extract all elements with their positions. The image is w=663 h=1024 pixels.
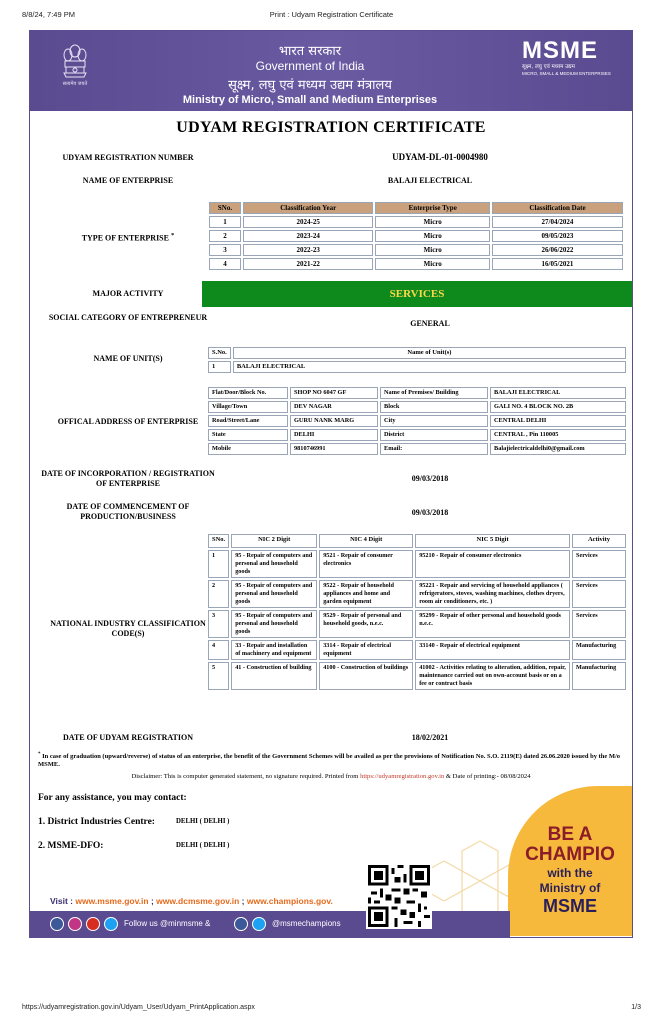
udyam-portal-link[interactable]: https://udyamregistration.gov.in <box>360 773 445 780</box>
champion-badge <box>508 786 632 936</box>
nic-table-cell: 3 <box>208 610 229 638</box>
table-row <box>209 258 623 270</box>
type-table-header: Classification Date <box>492 202 623 214</box>
disclaimer <box>30 773 632 780</box>
type-table-cell: 16/05/2021 <box>492 258 623 270</box>
type-table-cell: 2022-23 <box>243 244 373 256</box>
gov-banner <box>30 31 632 111</box>
twitter-icon-2[interactable] <box>252 917 266 931</box>
champions-site-link[interactable]: www.champions.gov. <box>246 896 333 906</box>
print-url: https://udyamregistration.gov.in/Udyam_User/Udyam_PrintApplication.aspx <box>22 1004 255 1011</box>
nic-table-cell: 9521 - Repair of consumer electronics <box>319 550 413 578</box>
dcmsme-site-link[interactable]: www.dcmsme.gov.in <box>156 896 240 906</box>
print-datetime: 8/8/24, 7:49 PM <box>22 10 75 19</box>
nic-table-header: NIC 5 Digit <box>415 534 570 548</box>
print-date-text: & Date of printing:- 08/08/2024 <box>445 773 531 780</box>
visit-separator-2: ; <box>239 896 247 906</box>
address-field-label: Block <box>380 401 488 413</box>
table-row <box>208 610 626 638</box>
major-activity-value: SERVICES <box>202 281 632 307</box>
table-row <box>208 415 626 427</box>
table-row <box>209 244 623 256</box>
enterprise-type-asterisk: * <box>170 232 175 239</box>
address-field-value: DELHI <box>290 429 378 441</box>
nic-table-cell: 33140 - Repair of electrical equipment <box>415 640 570 660</box>
type-table-cell: Micro <box>375 216 490 228</box>
table-row <box>208 387 626 399</box>
address-field-value: Balajielectricaldelhi0@gmail.com <box>490 443 626 455</box>
youtube-icon[interactable] <box>86 917 100 931</box>
table-row <box>208 443 626 455</box>
address-field-value: CENTRAL DELHI <box>490 415 626 427</box>
nic-table-cell: 33 - Repair and installation of machinery and equipment <box>231 640 317 660</box>
address-field-label: District <box>380 429 488 441</box>
unit-name-label: NAME OF UNIT(S) <box>93 354 163 363</box>
table-row <box>208 401 626 413</box>
nic-table-cell: 9529 - Repair of personal and household goods, n.e.c. <box>319 610 413 638</box>
nic-table-cell: 5 <box>208 662 229 690</box>
reg-no-label: UDYAM REGISTRATION NUMBER <box>62 153 194 162</box>
type-table-cell: 26/06/2022 <box>492 244 623 256</box>
type-table-cell: 2023-24 <box>243 230 373 242</box>
follow-text-2: @msmechampions <box>272 919 341 928</box>
unit-header-sno: S.No. <box>208 347 231 359</box>
nic-table-cell: 95 - Repair of computers and personal and household goods <box>231 550 317 578</box>
nic-table-cell: 41 - Construction of building <box>231 662 317 690</box>
nic-label: NATIONAL INDUSTRY CLASSIFICATION CODE(S) <box>50 619 206 638</box>
visit-separator-1: ; <box>148 896 157 906</box>
nic-table-cell: Manufacturing <box>572 640 626 660</box>
type-table-cell: 2021-22 <box>243 258 373 270</box>
nic-table-cell: 1 <box>208 550 229 578</box>
visit-label: Visit : <box>50 896 73 906</box>
facebook-icon-2[interactable] <box>234 917 248 931</box>
type-table-header: Classification Year <box>243 202 373 214</box>
unit-row-sno: 1 <box>208 361 231 373</box>
nic-table-cell: 41002 - Activities relating to alteration, addition, repair, maintenance carried out on own-account basis or on a fee or contract basis <box>415 662 570 690</box>
type-table-cell: Micro <box>375 258 490 270</box>
enterprise-type-label <box>38 231 218 244</box>
address-field-value: SHOP NO 6047 GF <box>290 387 378 399</box>
address-field-label: Road/Street/Lane <box>208 415 288 427</box>
nic-table-cell: Manufacturing <box>572 662 626 690</box>
nic-table-cell: Services <box>572 580 626 608</box>
assistance-heading: For any assistance, you may contact: <box>38 793 187 803</box>
type-table-cell: Micro <box>375 230 490 242</box>
nic-table-cell: Services <box>572 610 626 638</box>
address-field-label: Email: <box>380 443 488 455</box>
udyam-date-value: 18/02/2021 <box>411 733 449 742</box>
nic-table-header: NIC 2 Digit <box>231 534 317 548</box>
reg-no-value: UDYAM-DL-01-0004980 <box>392 152 488 162</box>
instagram-icon[interactable] <box>68 917 82 931</box>
gov-english: Government of India <box>255 59 365 73</box>
ministry-hindi: सूक्ष्म, लघु एवं मध्यम उद्यम मंत्रालय <box>228 78 392 93</box>
address-field-label: Village/Town <box>208 401 288 413</box>
nic-table-cell: 2 <box>208 580 229 608</box>
commencement-date-value: 09/03/2018 <box>411 508 449 517</box>
udyam-date-label: DATE OF UDYAM REGISTRATION <box>62 733 193 742</box>
unit-row-name: BALAJI ELECTRICAL <box>233 361 626 373</box>
address-field-label: State <box>208 429 288 441</box>
address-field-value: BALAJI ELECTRICAL <box>490 387 626 399</box>
type-table-cell: 2 <box>209 230 241 242</box>
table-row <box>208 550 626 578</box>
major-activity-label: MAJOR ACTIVITY <box>92 289 164 298</box>
table-row <box>209 216 623 228</box>
address-field-value: GALI NO. 4 BLOCK NO. 2B <box>490 401 626 413</box>
msme-site-link[interactable]: www.msme.gov.in <box>75 896 149 906</box>
champ-line-3: with the <box>547 866 593 880</box>
table-row <box>208 580 626 608</box>
incorporation-date-value: 09/03/2018 <box>411 474 449 483</box>
address-field-value: 9810746991 <box>290 443 378 455</box>
certificate <box>29 30 633 938</box>
nic-table-cell: 9522 - Repair of household appliances and home and garden equipment <box>319 580 413 608</box>
address-label: OFFICAL ADDRESS OF ENTERPRISE <box>57 417 199 426</box>
champ-line-5: MSME <box>543 896 597 916</box>
type-table-cell: 09/05/2023 <box>492 230 623 242</box>
enterprise-type-label-text: TYPE OF ENTERPRISE <box>81 233 169 243</box>
unit-table <box>206 345 628 375</box>
commencement-date-label: DATE OF COMMENCEMENT OF PRODUCTION/BUSINESS <box>66 502 190 521</box>
twitter-icon[interactable] <box>104 917 118 931</box>
type-table-cell: 4 <box>209 258 241 270</box>
unit-header-name: Name of Unit(s) <box>233 347 626 359</box>
nic-table <box>206 532 628 692</box>
nic-table-cell: 95221 - Repair and servicing of household appliances ( refrigerators, stoves, washing machines, clothes dryers, room air conditioners, etc. ) <box>415 580 570 608</box>
facebook-icon[interactable] <box>50 917 64 931</box>
enterprise-name-value: BALAJI ELECTRICAL <box>387 176 473 185</box>
nic-table-cell: Services <box>572 550 626 578</box>
type-table-cell: Micro <box>375 244 490 256</box>
graduation-note <box>38 751 628 769</box>
type-table-cell: 1 <box>209 216 241 228</box>
type-table-header: Enterprise Type <box>375 202 490 214</box>
msme-logo <box>522 39 614 79</box>
enterprise-type-table <box>207 200 625 272</box>
nic-table-header: Activity <box>572 534 626 548</box>
gov-hindi: भारत सरकार <box>278 44 342 59</box>
note-text: In case of graduation (upward/reverse) of status of an enterprise, the benefit of the Government Schemes will be availed as per the provisions of Notification No. S.O. 2119(E) dated 26.06.2020 issued by the M/o MSME. <box>38 753 621 769</box>
nic-table-cell: 4100 - Construction of buildings <box>319 662 413 690</box>
type-table-cell: 27/04/2024 <box>492 216 623 228</box>
follow-text-1: Follow us @minmsme & <box>124 919 211 928</box>
svg-text:सत्यमेव जयते: सत्यमेव जयते <box>62 81 88 87</box>
nic-table-header: NIC 4 Digit <box>319 534 413 548</box>
address-table <box>206 385 628 457</box>
nic-table-cell: 4 <box>208 640 229 660</box>
champ-line-2: CHAMPIO <box>525 844 615 865</box>
enterprise-name-label: NAME OF ENTERPRISE <box>82 176 174 185</box>
note-asterisk: * <box>38 752 41 757</box>
social-category-label: SOCIAL CATEGORY OF ENTREPRENEUR <box>48 313 208 322</box>
address-field-value: GURU NANK MARG <box>290 415 378 427</box>
msme-logo-text: MSME <box>522 37 598 64</box>
disclaimer-text: Disclaimer: This is computer generated statement, no signature required. Printed from <box>131 773 359 780</box>
address-field-label: Flat/Door/Block No. <box>208 387 288 399</box>
social-category-value: GENERAL <box>410 319 450 328</box>
type-table-cell: 3 <box>209 244 241 256</box>
table-row <box>209 230 623 242</box>
address-field-label: City <box>380 415 488 427</box>
champ-line-4: Ministry of <box>539 881 601 895</box>
table-row <box>208 662 626 690</box>
follow-bar <box>30 911 510 937</box>
print-page-number: 1/3 <box>631 1004 641 1011</box>
dfo-label: 2. MSME-DFO: <box>38 841 104 851</box>
nic-table-cell: 95210 - Repair of consumer electronics <box>415 550 570 578</box>
dic-value: DELHI ( DELHI ) <box>176 818 230 825</box>
nic-table-cell: 95 - Repair of computers and personal and household goods <box>231 610 317 638</box>
incorporation-date-label: DATE OF INCORPORATION / REGISTRATION OF ENTERPRISE <box>41 469 215 488</box>
ministry-english: Ministry of Micro, Small and Medium Enterprises <box>182 94 438 106</box>
nic-table-cell: 95299 - Repair of other personal and household goods n.e.c. <box>415 610 570 638</box>
address-field-value: DEV NAGAR <box>290 401 378 413</box>
dic-label: 1. District Industries Centre: <box>38 817 155 827</box>
nic-table-cell: 95 - Repair of computers and personal and household goods <box>231 580 317 608</box>
qr-code-icon <box>366 863 432 929</box>
address-field-label: Mobile <box>208 443 288 455</box>
address-field-value: CENTRAL , Pin 110005 <box>490 429 626 441</box>
msme-logo-hindi: सूक्ष्म, लघु एवं मध्यम उद्यम <box>522 64 575 70</box>
champ-line-1: BE A <box>547 824 593 845</box>
print-title: Print : Udyam Registration Certificate <box>269 10 394 19</box>
nic-table-header: SNo. <box>208 534 229 548</box>
table-row <box>208 640 626 660</box>
nic-table-cell: 3314 - Repair of electrical equipment <box>319 640 413 660</box>
visit-links <box>50 896 333 906</box>
msme-logo-sub: MICRO, SMALL & MEDIUM ENTERPRISES <box>522 71 611 76</box>
type-table-cell: 2024-25 <box>243 216 373 228</box>
table-row <box>208 429 626 441</box>
page-title: UDYAM REGISTRATION CERTIFICATE <box>176 119 486 136</box>
type-table-header: SNo. <box>209 202 241 214</box>
address-field-label: Name of Premises/ Building <box>380 387 488 399</box>
dfo-value: DELHI ( DELHI ) <box>176 842 230 849</box>
